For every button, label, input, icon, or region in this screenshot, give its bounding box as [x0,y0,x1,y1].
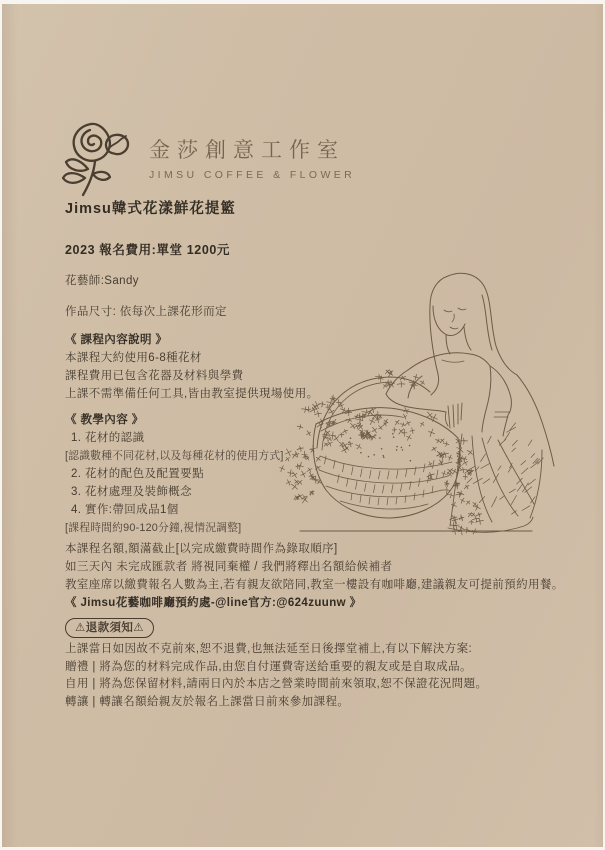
fee-line: 2023 報名費用:單堂 1200元 [65,243,231,257]
teaching-heading: 《 教學內容 》 [65,414,144,426]
teaching-item: 2. 花材的配色及配置要點 [71,468,204,480]
logo-text [149,138,355,181]
teaching-note: [認識數種不同花材,以及每種花材的使用方式] [65,450,284,462]
size-line: 作品尺寸: 依每次上課花形而定 [65,306,227,318]
logo-name-en: JIMSU COFFEE & FLOWER [149,168,356,181]
refund-badge: ⚠退款須知⚠ [65,618,154,638]
teaching-item: 1. 花材的認識 [71,432,145,444]
enrollment-note: 如三天內 未完成匯款者 將視同棄權 / 我們將釋出名額給候補者 [65,561,393,573]
course-info-heading: 《 課程內容說明 》 [65,334,168,346]
course-info-line: 本課程大約使用6-8種花材 [65,352,202,364]
teaching-item: 3. 花材處理及裝飾概念 [71,486,193,498]
line-booking-info: 《 Jimsu花藝咖啡廳預約處-@line官方:@624zuunw 》 [65,597,362,609]
rose-coffee-bean-icon [60,116,140,202]
refund-option: 自用 | 將為您保留材料,請兩日內於本店之營業時間前來領取,恕不保證花況問題。 [65,678,488,690]
logo-name-zh: 金莎創意工作室 [149,138,345,162]
enrollment-notes [65,540,570,612]
course-info-line: 課程費用已包含花器及材料與學費 [65,370,244,382]
refund-section [65,612,570,711]
flyer-paper [2,4,603,847]
refund-option: 轉讓 | 轉讓名額給親友於報名上課當日前來參加課程。 [65,695,350,708]
teaching-item: 4. 實作:帶回成品1個 [71,504,179,516]
enrollment-note: 本課程名額,額滿截止[以完成繳費時間作為錄取順序] [65,543,338,555]
logo [60,116,355,202]
course-info-line: 上課不需準備任何工具,皆由教室提供現場使用。 [65,388,319,400]
flyer-content [65,200,570,711]
refund-option: 贈禮 | 將為您的材料完成作品,由您自付運費寄送給重要的親友或是自取成品。 [65,660,472,673]
course-title: Jimsu韓式花漾鮮花提籃 [65,201,236,217]
enrollment-note: 教室座席以繳費報名人數為主,若有親友欲陪同,教室一樓設有咖啡廳,建議親友可提前預約用餐。 [65,579,564,591]
refund-intro: 上課當日如因故不克前來,恕不退費,也無法延至日後擇堂補上,有以下解決方案: [65,643,473,655]
teaching-note: [課程時間約90-120分鐘,視情況調整] [65,522,242,534]
florist-line: 花藝師:Sandy [65,275,139,287]
